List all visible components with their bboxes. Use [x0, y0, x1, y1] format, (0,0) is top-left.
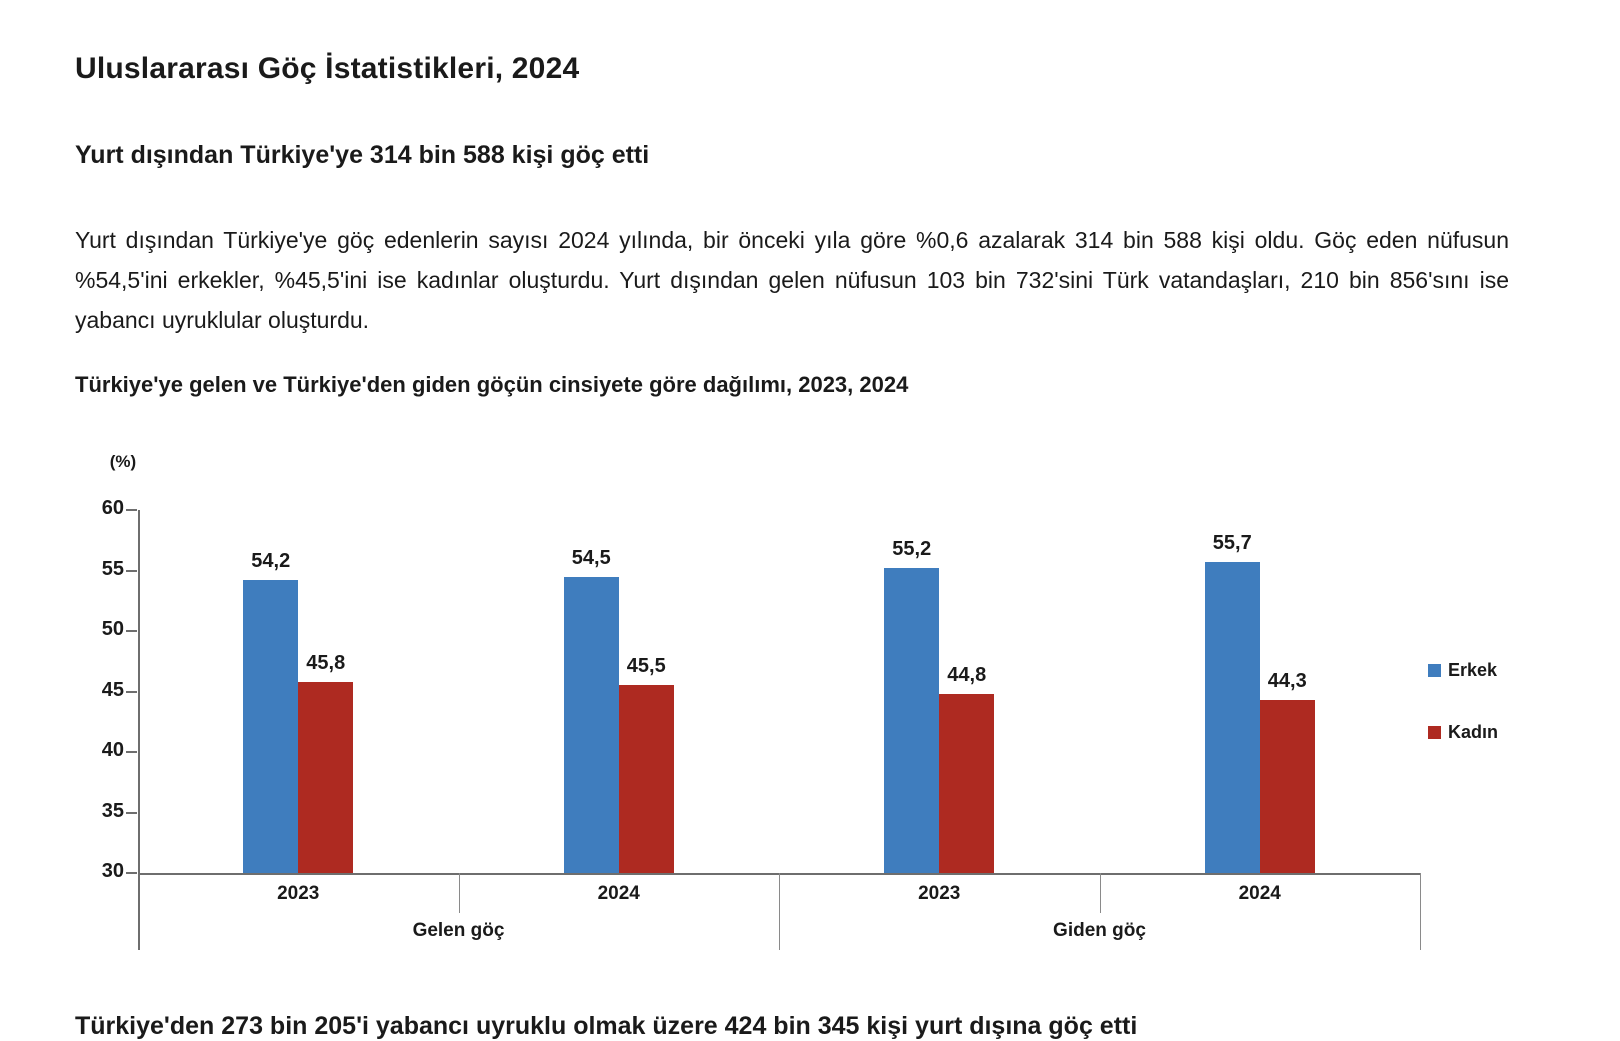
bar-value-label: 54,5	[571, 546, 611, 569]
y-axis-tick-mark	[126, 509, 137, 511]
y-axis-tick-label: 50	[101, 618, 124, 640]
legend-entry-kadin	[1428, 722, 1498, 743]
bar-kadin-2	[939, 694, 994, 873]
x-axis-category-label: 2024	[1238, 883, 1281, 904]
migration-gender-bar-chart	[0, 450, 1620, 970]
legend-swatch-icon-erkek	[1428, 664, 1441, 677]
bar-kadin-0	[298, 682, 353, 873]
legend-label-kadin: Kadın	[1448, 722, 1499, 742]
bar-kadin-1	[619, 685, 674, 873]
y-axis-tick-label: 30	[101, 860, 124, 882]
incoming-migration-paragraph: Yurt dışından Türkiye'ye göç edenlerin sayısı 2024 yılında, bir önceki yıla göre %0,6 azalarak 314 bin 588 kişi oldu. Göç eden nüfusun %54,5'ini erkekler, %45,5'ini ise kadınlar oluşturdu. Yurt dışından gelen nüfusun 103 bin 732'sini Türk vatandaşları, 210 bin 856'sını ise yabancı uyruklular oluşturdu.	[75, 227, 1509, 333]
y-axis-tick-mark	[126, 630, 137, 632]
legend-label-erkek: Erkek	[1448, 660, 1498, 680]
bar-value-label: 45,8	[306, 651, 346, 674]
bar-erkek-1	[564, 577, 619, 873]
x-axis-category-label: 2023	[918, 883, 961, 904]
y-axis-tick-mark	[126, 751, 137, 753]
bar-value-label: 55,7	[1212, 532, 1252, 555]
x-axis-group-label-gelen-goc: Gelen göç	[412, 920, 505, 941]
bar-value-label: 54,2	[251, 550, 291, 573]
y-axis-tick-label: 55	[101, 557, 124, 580]
outgoing-migration-heading: Türkiye'den 273 bin 205'i yabancı uyruklu olmak üzere 424 bin 345 kişi yurt dışına göç etti	[75, 1012, 1138, 1040]
bar-erkek-2	[884, 568, 939, 873]
chart-heading: Türkiye'ye gelen ve Türkiye'den giden göçün cinsiyete göre dağılımı, 2023, 2024	[75, 372, 909, 397]
page-title: Uluslararası Göç İstatistikleri, 2024	[75, 52, 580, 85]
x-axis-minor-separator	[1100, 873, 1101, 913]
y-axis-tick-mark	[126, 570, 137, 572]
bar-erkek-0	[243, 580, 298, 873]
bar-value-label: 55,2	[892, 538, 932, 561]
y-axis-unit-label: (%)	[109, 452, 137, 471]
bar-value-label: 44,3	[1267, 669, 1307, 692]
chart-legend	[1428, 660, 1498, 784]
y-axis-tick-mark	[126, 691, 137, 693]
incoming-migration-heading: Yurt dışından Türkiye'ye 314 bin 588 kişi göç etti	[75, 141, 650, 169]
y-axis-tick-label: 60	[101, 497, 124, 519]
bar-erkek-3	[1205, 562, 1260, 873]
legend-swatch-icon-kadin	[1428, 726, 1441, 739]
legend-entry-erkek	[1428, 660, 1498, 681]
y-axis-tick-label: 45	[101, 678, 124, 701]
x-axis-group-separator	[1420, 873, 1421, 950]
bar-value-label: 45,5	[626, 655, 666, 678]
y-axis-tick-label: 40	[101, 739, 124, 761]
x-axis-minor-separator	[459, 873, 460, 913]
y-axis-tick-label: 35	[101, 799, 124, 822]
bar-value-label: 44,8	[947, 663, 987, 686]
bar-kadin-3	[1260, 700, 1315, 873]
x-axis-group-label-giden-goc: Giden göç	[1053, 920, 1146, 941]
y-axis-tick-mark	[126, 872, 137, 874]
y-axis-tick-mark	[126, 812, 137, 814]
x-axis-category-label: 2024	[597, 883, 640, 904]
x-axis-category-label: 2023	[277, 883, 320, 904]
